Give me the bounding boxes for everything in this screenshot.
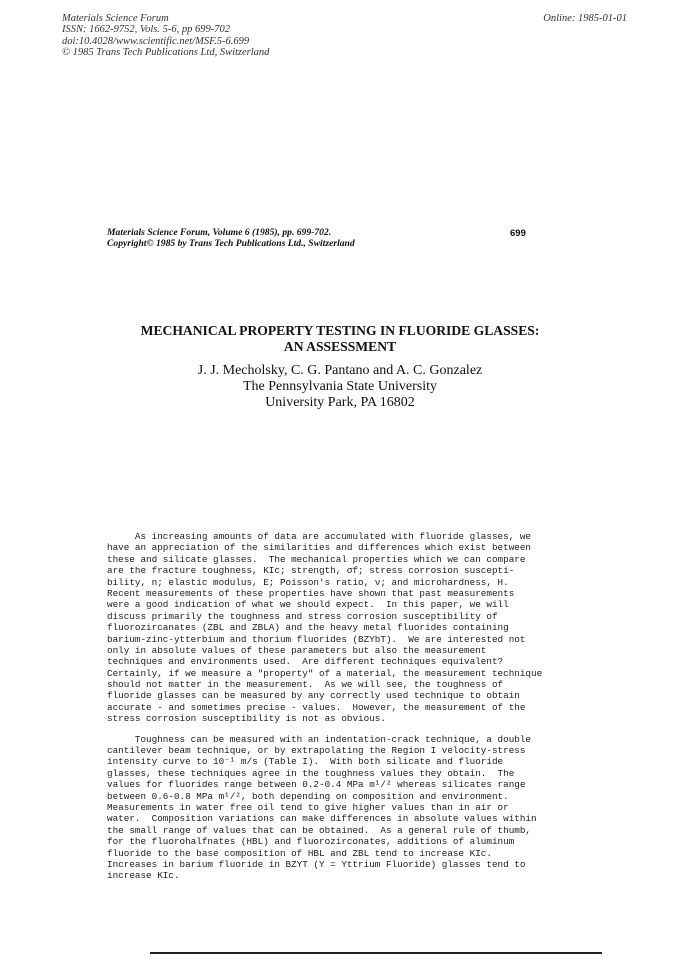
body-text — [107, 531, 542, 882]
text-line: Increases in barium fluoride in BZYT (Y = Yttrium Fluoride) glasses tend to — [107, 858, 526, 870]
footer-rule — [150, 952, 602, 954]
journal-name: Materials Science Forum — [62, 13, 169, 24]
text-line: Recent measurements of these properties have shown that past measurements — [107, 587, 515, 599]
text-line: cantilever beam technique, or by extrapolating the Region I velocity-stress — [107, 745, 526, 757]
text-line: fluoride to the base composition of HBL and ZBL tend to increase KIc. — [107, 847, 492, 859]
journal-citation — [107, 227, 355, 249]
title-line-2: AN ASSESSMENT — [283, 338, 397, 354]
online-date: Online: 1985-01-01 — [543, 13, 627, 24]
paragraph-1 — [107, 531, 542, 725]
paragraph-2 — [107, 734, 542, 882]
text-line: As increasing amounts of data are accumulated with fluoride glasses, we — [107, 531, 532, 542]
text-line: accurate - and sometimes precise - values. However, the measurement of the — [107, 701, 526, 713]
text-line: these and silicate glasses. The mechanical properties which we can compare — [107, 553, 526, 565]
copyright-line: © 1985 Trans Tech Publications Ltd, Switzerland — [62, 47, 270, 59]
author-block — [140, 363, 540, 411]
text-line: barium-zinc-ytterbium and thorium fluorides (BZYbT). We are interested not — [107, 633, 526, 645]
text-line: should not matter in the measurement. As we will see, the toughness of — [107, 679, 504, 691]
page-number: 699 — [510, 228, 526, 239]
text-line: have an appreciation of the similarities and differences which exist between — [107, 542, 532, 554]
text-line: Toughness can be measured with an indentation-crack technique, a double — [107, 733, 532, 745]
text-line: only in absolute values of these parameters but also the measurement — [107, 644, 487, 656]
author-location: University Park, PA 16802 — [265, 395, 415, 410]
text-line: stress corrosion susceptibility is not as obvious. — [107, 713, 386, 725]
text-line: glasses, these techniques agree in the toughness values they obtain. The — [107, 767, 515, 779]
publication-info — [62, 13, 269, 59]
text-line: bility, n; elastic modulus, E; Poisson's ratio, ν; and microhardness, H. — [107, 576, 509, 588]
text-line: increase KIc. — [107, 870, 180, 882]
text-line: fluoride glasses can be measured by any correctly used technique to obtain — [107, 690, 520, 702]
text-line: Measurements in water free oil tend to give higher values than in air or — [107, 801, 509, 813]
journal-citation-line: Materials Science Forum, Volume 6 (1985), pp. 699-702. — [107, 227, 332, 238]
text-line: techniques and environments used. Are different techniques equivalent? — [107, 656, 504, 668]
text-line: the small range of values that can be obtained. As a general rule of thumb, — [107, 824, 532, 836]
text-line: between 0.6-0.8 MPa m¹/², both depending on composition and environment. — [107, 790, 509, 802]
text-line: discuss primarily the toughness and stress corrosion susceptibility of — [107, 610, 498, 622]
title-line-1: MECHANICAL PROPERTY TESTING IN FLUORIDE GLASSES: — [140, 323, 540, 338]
journal-copyright-line: Copyright© 1985 by Trans Tech Publications Ltd., Switzerland — [107, 238, 355, 249]
paper-title — [100, 323, 580, 354]
text-line: for the fluorohalfnates (HBL) and fluorozirconates, additions of aluminum — [107, 836, 515, 848]
issn-line: ISSN: 1662-9752, Vols. 5-6, pp 699-702 — [62, 24, 230, 36]
text-line: were a good indication of what we should expect. In this paper, we will — [107, 599, 509, 611]
text-line: intensity curve to 10⁻¹ m/s (Table I). With both silicate and fluoride — [107, 756, 504, 768]
text-line: Certainly, if we measure a "property" of a material, the measurement technique — [107, 667, 543, 679]
doi-line: doi:10.4028/www.scientific.net/MSF.5-6.699 — [62, 35, 250, 47]
text-line: are the fracture toughness, KIc; strength, σf; stress corrosion suscepti- — [107, 565, 515, 577]
text-line: values for fluorides range between 0.2-0.4 MPa m¹/² whereas silicates range — [107, 779, 526, 791]
author-institution: The Pennsylvania State University — [242, 379, 438, 394]
author-names: J. J. Mecholsky, C. G. Pantano and A. C. Gonzalez — [197, 363, 483, 378]
text-line: water. Composition variations can make differences in absolute values within — [107, 813, 537, 825]
text-line: fluorozircanates (ZBL and ZBLA) and the heavy metal fluorides containing — [107, 622, 509, 634]
